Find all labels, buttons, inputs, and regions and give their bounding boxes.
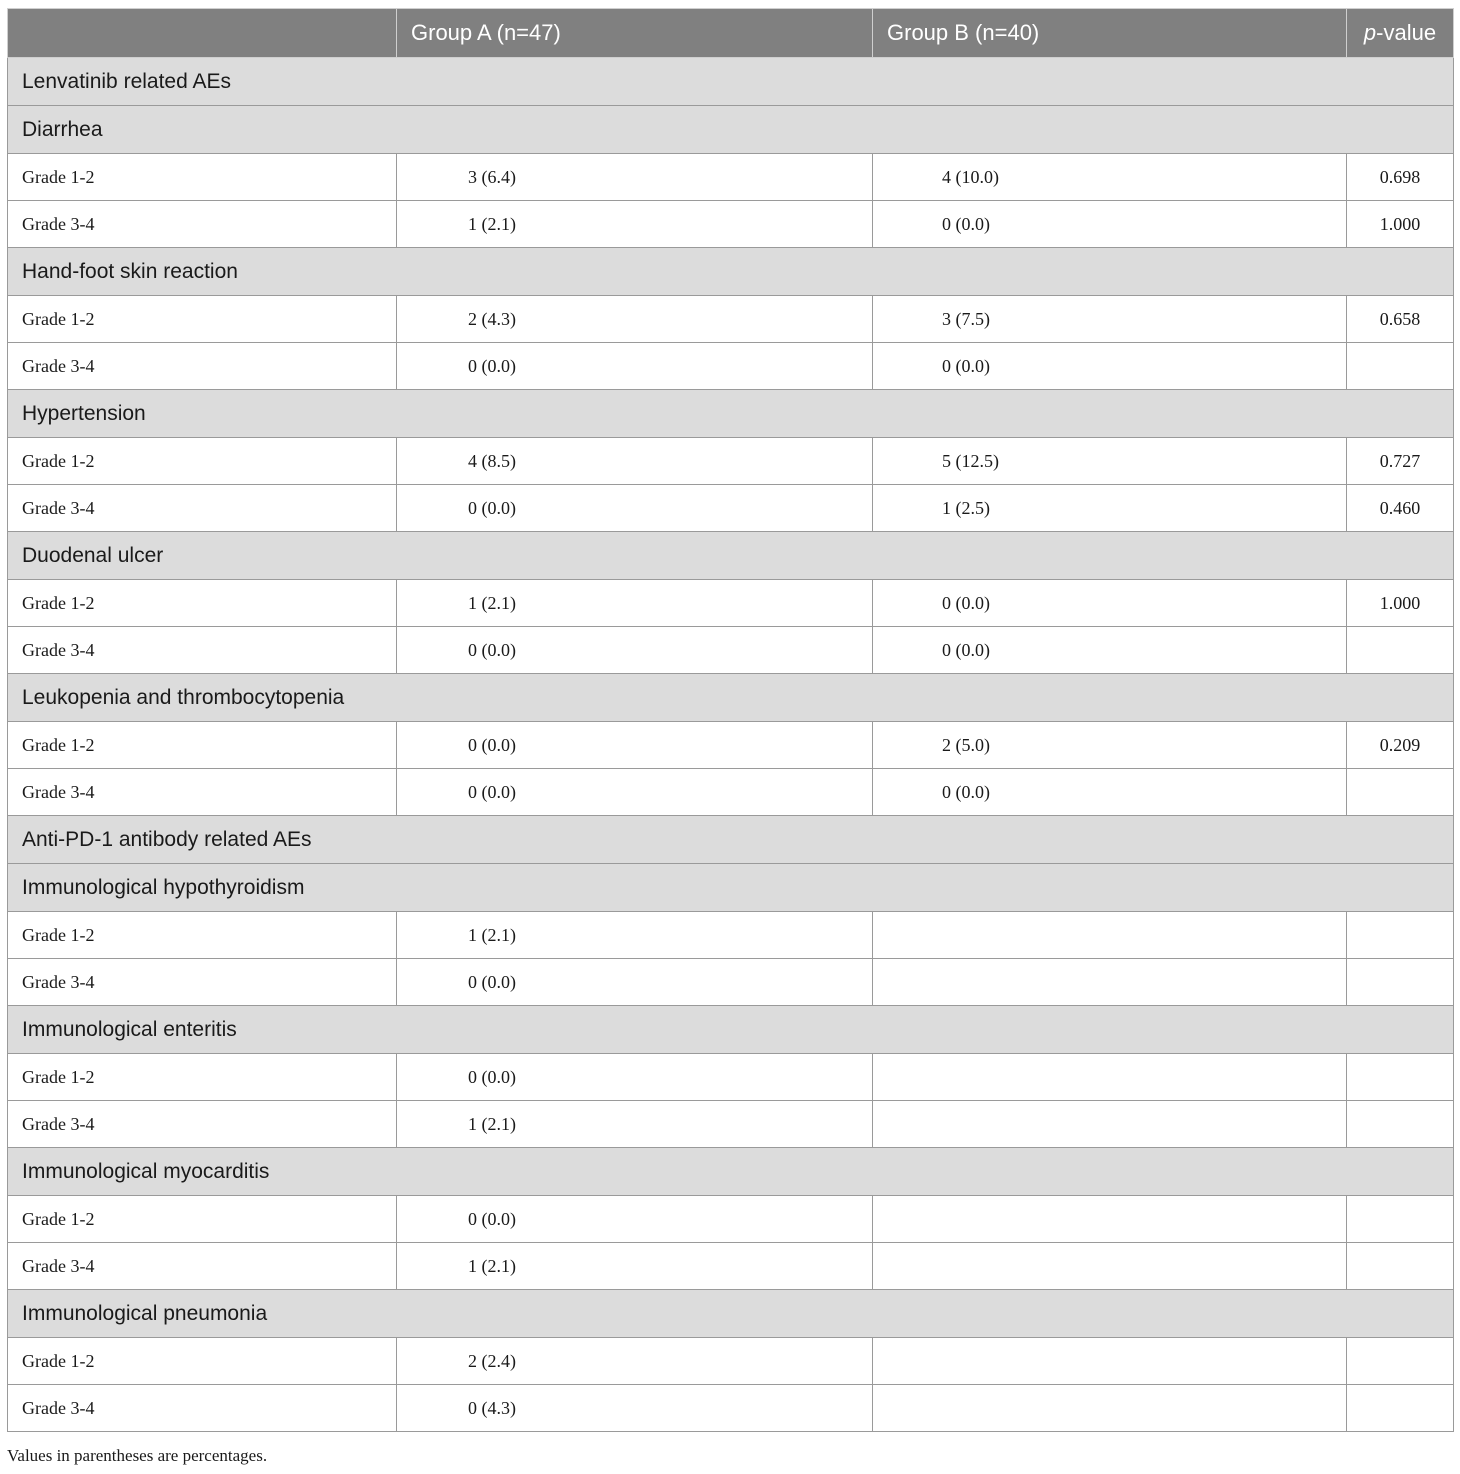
section-title: Leukopenia and thrombocytopenia bbox=[8, 674, 1454, 722]
group-a-value: 1 (2.1) bbox=[397, 1101, 873, 1148]
grade-label: Grade 1-2 bbox=[8, 580, 397, 627]
table-row bbox=[8, 1243, 1454, 1290]
p-value: 0.727 bbox=[1347, 438, 1454, 485]
group-a-value: 1 (2.1) bbox=[397, 201, 873, 248]
grade-label: Grade 1-2 bbox=[8, 1338, 397, 1385]
grade-label: Grade 3-4 bbox=[8, 1101, 397, 1148]
p-value bbox=[1347, 1054, 1454, 1101]
table-row bbox=[8, 296, 1454, 343]
grade-label: Grade 3-4 bbox=[8, 201, 397, 248]
grade-label: Grade 3-4 bbox=[8, 1385, 397, 1432]
header-p-italic: p bbox=[1363, 20, 1377, 45]
group-b-value bbox=[873, 1054, 1347, 1101]
p-value bbox=[1347, 769, 1454, 816]
p-value bbox=[1347, 627, 1454, 674]
p-value: 1.000 bbox=[1347, 201, 1454, 248]
grade-label: Grade 3-4 bbox=[8, 1243, 397, 1290]
header-p-value bbox=[1347, 9, 1454, 58]
p-value bbox=[1347, 1196, 1454, 1243]
section-header-row bbox=[8, 390, 1454, 438]
section-title: Anti-PD-1 antibody related AEs bbox=[8, 816, 1454, 864]
p-value bbox=[1347, 1101, 1454, 1148]
table-row bbox=[8, 912, 1454, 959]
section-title: Diarrhea bbox=[8, 106, 1454, 154]
group-a-value: 2 (4.3) bbox=[397, 296, 873, 343]
grade-label: Grade 1-2 bbox=[8, 154, 397, 201]
grade-label: Grade 3-4 bbox=[8, 959, 397, 1006]
adverse-events-table-container bbox=[7, 8, 1453, 1432]
section-title: Lenvatinib related AEs bbox=[8, 58, 1454, 106]
group-b-value bbox=[873, 912, 1347, 959]
table-row bbox=[8, 627, 1454, 674]
table-row bbox=[8, 769, 1454, 816]
table-row bbox=[8, 1196, 1454, 1243]
group-a-value: 0 (0.0) bbox=[397, 722, 873, 769]
p-value: 0.658 bbox=[1347, 296, 1454, 343]
p-value: 0.698 bbox=[1347, 154, 1454, 201]
section-header-row bbox=[8, 106, 1454, 154]
section-title: Immunological myocarditis bbox=[8, 1148, 1454, 1196]
group-b-value: 0 (0.0) bbox=[873, 627, 1347, 674]
table-row bbox=[8, 154, 1454, 201]
grade-label: Grade 1-2 bbox=[8, 438, 397, 485]
section-header-row bbox=[8, 1148, 1454, 1196]
adverse-events-table bbox=[7, 8, 1454, 1432]
section-title: Hypertension bbox=[8, 390, 1454, 438]
header-p-rest: -value bbox=[1376, 20, 1437, 45]
p-value: 0.460 bbox=[1347, 485, 1454, 532]
section-header-row bbox=[8, 674, 1454, 722]
grade-label: Grade 3-4 bbox=[8, 343, 397, 390]
table-row bbox=[8, 343, 1454, 390]
table-row bbox=[8, 1385, 1454, 1432]
group-a-value: 1 (2.1) bbox=[397, 580, 873, 627]
section-title: Duodenal ulcer bbox=[8, 532, 1454, 580]
section-header-row bbox=[8, 532, 1454, 580]
group-b-value: 0 (0.0) bbox=[873, 769, 1347, 816]
group-a-value: 1 (2.1) bbox=[397, 1243, 873, 1290]
section-title: Immunological pneumonia bbox=[8, 1290, 1454, 1338]
group-b-value bbox=[873, 959, 1347, 1006]
p-value bbox=[1347, 912, 1454, 959]
table-row bbox=[8, 722, 1454, 769]
p-value bbox=[1347, 959, 1454, 1006]
header-group-b: Group B (n=40) bbox=[873, 9, 1347, 58]
group-a-value: 0 (0.0) bbox=[397, 959, 873, 1006]
group-b-value: 1 (2.5) bbox=[873, 485, 1347, 532]
section-header-row bbox=[8, 816, 1454, 864]
section-header-row bbox=[8, 1290, 1454, 1338]
table-row bbox=[8, 1101, 1454, 1148]
table-row bbox=[8, 1054, 1454, 1101]
grade-label: Grade 3-4 bbox=[8, 485, 397, 532]
header-col-label bbox=[8, 9, 397, 58]
group-a-value: 0 (0.0) bbox=[397, 343, 873, 390]
section-header-row bbox=[8, 864, 1454, 912]
grade-label: Grade 1-2 bbox=[8, 722, 397, 769]
group-a-value: 0 (0.0) bbox=[397, 1054, 873, 1101]
group-a-value: 0 (0.0) bbox=[397, 1196, 873, 1243]
group-a-value: 0 (0.0) bbox=[397, 485, 873, 532]
grade-label: Grade 1-2 bbox=[8, 912, 397, 959]
group-a-value: 3 (6.4) bbox=[397, 154, 873, 201]
group-a-value: 0 (0.0) bbox=[397, 627, 873, 674]
p-value bbox=[1347, 1243, 1454, 1290]
table-footnote: Values in parentheses are percentages. bbox=[7, 1446, 268, 1465]
section-title: Immunological hypothyroidism bbox=[8, 864, 1454, 912]
p-value bbox=[1347, 343, 1454, 390]
group-a-value: 0 (4.3) bbox=[397, 1385, 873, 1432]
section-title: Hand-foot skin reaction bbox=[8, 248, 1454, 296]
header-group-a: Group A (n=47) bbox=[397, 9, 873, 58]
table-row bbox=[8, 485, 1454, 532]
grade-label: Grade 3-4 bbox=[8, 769, 397, 816]
p-value bbox=[1347, 1385, 1454, 1432]
p-value: 1.000 bbox=[1347, 580, 1454, 627]
group-b-value: 0 (0.0) bbox=[873, 201, 1347, 248]
group-a-value: 0 (0.0) bbox=[397, 769, 873, 816]
grade-label: Grade 1-2 bbox=[8, 296, 397, 343]
table-header-row bbox=[8, 9, 1454, 58]
group-a-value: 2 (2.4) bbox=[397, 1338, 873, 1385]
section-header-row bbox=[8, 58, 1454, 106]
group-b-value: 0 (0.0) bbox=[873, 343, 1347, 390]
table-row bbox=[8, 580, 1454, 627]
group-b-value: 5 (12.5) bbox=[873, 438, 1347, 485]
group-b-value bbox=[873, 1101, 1347, 1148]
section-header-row bbox=[8, 1006, 1454, 1054]
table-row bbox=[8, 201, 1454, 248]
table-row bbox=[8, 959, 1454, 1006]
group-b-value: 0 (0.0) bbox=[873, 580, 1347, 627]
group-b-value bbox=[873, 1338, 1347, 1385]
group-b-value: 3 (7.5) bbox=[873, 296, 1347, 343]
grade-label: Grade 3-4 bbox=[8, 627, 397, 674]
group-a-value: 1 (2.1) bbox=[397, 912, 873, 959]
group-a-value: 4 (8.5) bbox=[397, 438, 873, 485]
grade-label: Grade 1-2 bbox=[8, 1054, 397, 1101]
group-b-value: 2 (5.0) bbox=[873, 722, 1347, 769]
table-row bbox=[8, 1338, 1454, 1385]
grade-label: Grade 1-2 bbox=[8, 1196, 397, 1243]
group-b-value bbox=[873, 1196, 1347, 1243]
section-header-row bbox=[8, 248, 1454, 296]
group-b-value: 4 (10.0) bbox=[873, 154, 1347, 201]
table-row bbox=[8, 438, 1454, 485]
group-b-value bbox=[873, 1385, 1347, 1432]
section-title: Immunological enteritis bbox=[8, 1006, 1454, 1054]
p-value bbox=[1347, 1338, 1454, 1385]
p-value: 0.209 bbox=[1347, 722, 1454, 769]
group-b-value bbox=[873, 1243, 1347, 1290]
